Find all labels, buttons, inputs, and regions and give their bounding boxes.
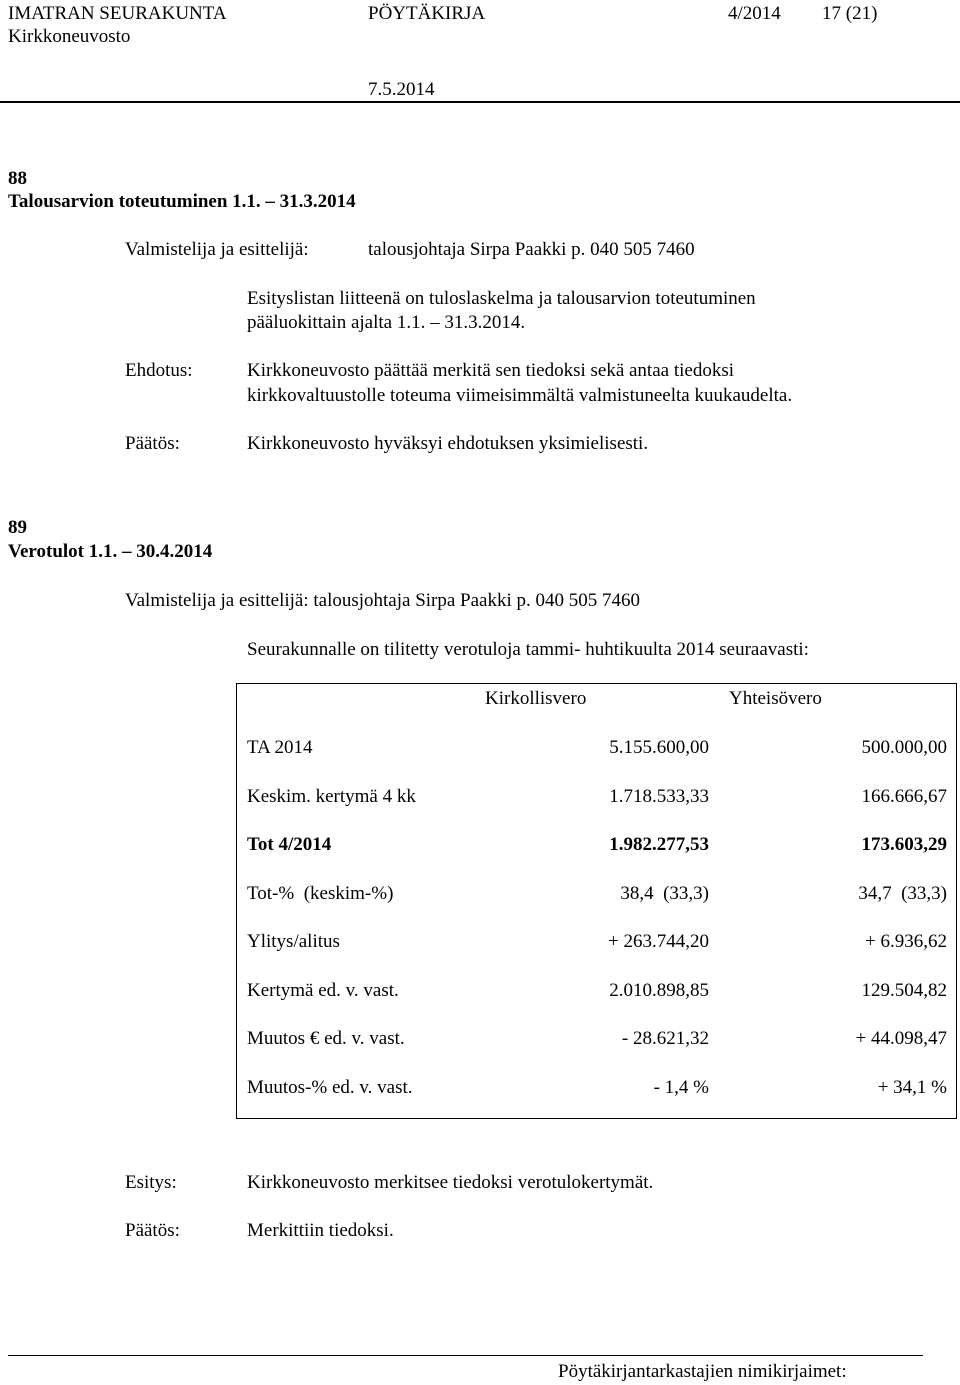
row-kirkollisvero: 5.155.600,00: [609, 737, 709, 758]
header-date: 7.5.2014: [368, 79, 435, 100]
item88-decision: Kirkkoneuvosto hyväksyi ehdotuksen yksimielisesti.: [247, 433, 649, 454]
row-kirkollisvero: 1.718.533,33: [609, 786, 709, 807]
item88-proposal-line1: Kirkkoneuvosto päättää merkitä sen tiedoksi sekä antaa tiedoksi: [247, 360, 734, 381]
item89-proposal-label: Esitys:: [125, 1172, 177, 1193]
item88-number: 88: [8, 168, 27, 189]
header-rule: [0, 101, 960, 103]
header-org: IMATRAN SEURAKUNTA: [8, 3, 227, 24]
item89-decision: Merkittiin tiedoksi.: [247, 1220, 394, 1241]
row-label: Ylitys/alitus: [247, 931, 340, 952]
table-header-kirkollisvero: Kirkollisvero: [485, 688, 587, 709]
header-doc-type: PÖYTÄKIRJA: [368, 3, 486, 24]
row-yhteisovero: + 34,1 %: [877, 1077, 947, 1098]
footer-signature-label: Pöytäkirjantarkastajien nimikirjaimet:: [558, 1361, 847, 1382]
item89-number: 89: [8, 517, 27, 538]
item88-proposal-label: Ehdotus:: [125, 360, 193, 381]
row-label: Muutos-% ed. v. vast.: [247, 1077, 413, 1098]
row-kirkollisvero: 2.010.898,85: [609, 980, 709, 1001]
row-label: Kertymä ed. v. vast.: [247, 980, 399, 1001]
row-kirkollisvero: 1.982.277,53: [609, 834, 709, 855]
header-body: Kirkkoneuvosto: [8, 26, 131, 47]
row-yhteisovero: 166.666,67: [861, 786, 947, 807]
footer-rule: [8, 1355, 923, 1356]
header-number: 4/2014: [728, 3, 781, 24]
row-kirkollisvero: 38,4 (33,3): [620, 883, 709, 904]
item88-preparer: talousjohtaja Sirpa Paakki p. 040 505 7460: [368, 239, 695, 260]
row-kirkollisvero: + 263.744,20: [608, 931, 709, 952]
row-label: Tot 4/2014: [247, 834, 332, 855]
tax-table: [236, 683, 957, 1119]
table-header-yhteisovero: Yhteisövero: [729, 688, 822, 709]
item88-intro-line2: pääluokittain ajalta 1.1. – 31.3.2014.: [247, 312, 526, 333]
row-label: Muutos € ed. v. vast.: [247, 1028, 405, 1049]
row-yhteisovero: 500.000,00: [861, 737, 947, 758]
item88-intro-line1: Esityslistan liitteenä on tuloslaskelma ja talousarvion toteutuminen: [247, 288, 756, 309]
item88-preparer-label: Valmistelija ja esittelijä:: [125, 239, 309, 260]
item89-preparer: Valmistelija ja esittelijä: talousjohtaja Sirpa Paakki p. 040 505 7460: [125, 590, 641, 611]
row-yhteisovero: 173.603,29: [861, 834, 947, 855]
row-yhteisovero: 129.504,82: [861, 980, 947, 1001]
row-label: Keskim. kertymä 4 kk: [247, 786, 416, 807]
row-label: TA 2014: [247, 737, 313, 758]
row-yhteisovero: + 44.098,47: [855, 1028, 947, 1049]
row-kirkollisvero: - 1,4 %: [653, 1077, 709, 1098]
item89-intro: Seurakunnalle on tilitetty verotuloja tammi- huhtikuulta 2014 seuraavasti:: [247, 639, 809, 660]
row-label: Tot-% (keskim-%): [247, 883, 394, 904]
item88-decision-label: Päätös:: [125, 433, 180, 454]
item89-decision-label: Päätös:: [125, 1220, 180, 1241]
row-kirkollisvero: - 28.621,32: [621, 1028, 709, 1049]
item88-title: Talousarvion toteutuminen 1.1. – 31.3.2014: [8, 191, 356, 212]
row-yhteisovero: 34,7 (33,3): [858, 883, 947, 904]
row-yhteisovero: + 6.936,62: [865, 931, 947, 952]
header-page: 17 (21): [822, 3, 878, 24]
item89-proposal: Kirkkoneuvosto merkitsee tiedoksi verotulokertymät.: [247, 1172, 654, 1193]
item88-proposal-line2: kirkkovaltuustolle toteuma viimeisimmältä valmistuneelta kuukaudelta.: [247, 385, 793, 406]
item89-title: Verotulot 1.1. – 30.4.2014: [8, 541, 213, 562]
